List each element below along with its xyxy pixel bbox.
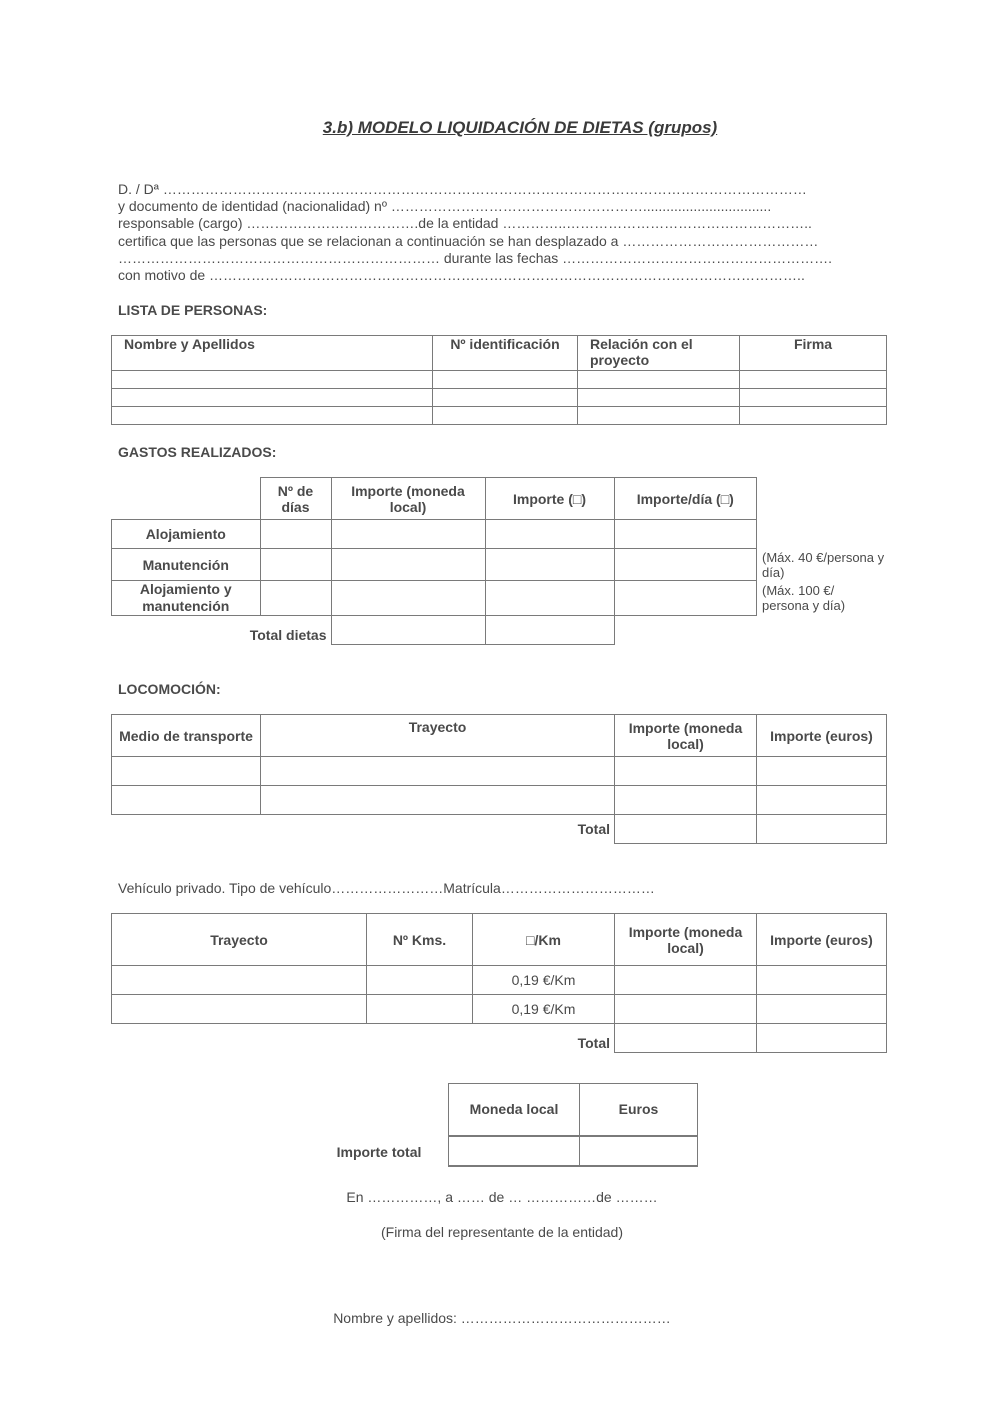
cell-total-moneda-local[interactable] xyxy=(449,1136,580,1166)
place-date-line: En ……………, a …… de … ……………de ……… xyxy=(346,1189,658,1205)
col-importe-local: Importe (moneda local) xyxy=(615,715,757,757)
cell-nombre[interactable] xyxy=(112,407,433,425)
cell-relacion[interactable] xyxy=(578,371,740,389)
intro-line-fechas: …………………………………………………………… durante las fechas …………………………………………………. xyxy=(118,250,833,266)
table-row xyxy=(112,407,887,425)
cell-importe-local[interactable] xyxy=(615,786,757,815)
importe-total-label: Importe total xyxy=(336,1143,422,1160)
cell-importe-dia[interactable] xyxy=(614,520,757,549)
empty-corner xyxy=(112,478,261,520)
cell-importe-euros[interactable] xyxy=(757,786,887,815)
cell-trayecto[interactable] xyxy=(112,966,367,995)
personas-table xyxy=(111,335,887,425)
col-dias: Nº de días xyxy=(260,478,331,520)
locomocion-heading: LOCOMOCIÓN: xyxy=(118,681,221,697)
cell-nombre[interactable] xyxy=(112,389,433,407)
intro-line-motivo: con motivo de ……………………………………………………………………………………………………………….. xyxy=(118,267,805,283)
col-trayecto: Trayecto xyxy=(112,914,367,966)
col-importe-dia: Importe/día (□) xyxy=(614,478,757,520)
table-row xyxy=(112,371,887,389)
personas-heading: LISTA DE PERSONAS: xyxy=(118,302,268,318)
cell-dias[interactable] xyxy=(260,549,331,581)
cell-importe-local[interactable] xyxy=(615,757,757,786)
vehiculo-total-label: Total xyxy=(577,1034,610,1051)
signature-caption: (Firma del representante de la entidad) xyxy=(380,1224,624,1240)
cell-firma[interactable] xyxy=(740,371,887,389)
cell-total-euros[interactable] xyxy=(485,616,614,645)
cell-nombre[interactable] xyxy=(112,371,433,389)
row-label-manutencion: Manutención xyxy=(112,549,261,581)
table-row xyxy=(112,549,757,581)
table-row xyxy=(112,389,887,407)
cell-importe-euros[interactable] xyxy=(757,995,887,1024)
importe-total-table xyxy=(310,1083,698,1167)
cell-importe-euros[interactable] xyxy=(485,581,614,616)
cell-importe-euros[interactable] xyxy=(485,549,614,581)
cell-trayecto[interactable] xyxy=(261,786,615,815)
empty-cell xyxy=(614,616,757,645)
cell-relacion[interactable] xyxy=(578,389,740,407)
cell-total-local[interactable] xyxy=(331,616,485,645)
col-kms: Nº Kms. xyxy=(367,914,473,966)
cell-importe-local[interactable] xyxy=(615,966,757,995)
cell-importe-local[interactable] xyxy=(615,995,757,1024)
cell-total-local[interactable] xyxy=(615,1024,757,1053)
cell-trayecto[interactable] xyxy=(112,995,367,1024)
table-row xyxy=(112,966,887,995)
cell-total-euros[interactable] xyxy=(757,815,887,844)
table-row xyxy=(112,520,757,549)
col-importe-local: Importe (moneda local) xyxy=(615,914,757,966)
cell-rate: 0,19 €/Km xyxy=(473,995,615,1024)
locomocion-table xyxy=(111,714,887,844)
col-relacion: Relación con el proyecto xyxy=(578,336,740,371)
intro-line-documento: y documento de identidad (nacionalidad) nº ………………………………………………................................. xyxy=(118,198,772,214)
cell-total-euros[interactable] xyxy=(757,1024,887,1053)
vehiculo-line: Vehículo privado. Tipo de vehículo……………………Matrícula…………………………… xyxy=(118,880,655,896)
col-medio: Medio de transporte xyxy=(112,715,261,757)
cell-total-euros[interactable] xyxy=(580,1136,698,1166)
note-alojamiento-manutencion: (Máx. 100 €/ persona y día) xyxy=(762,583,846,613)
col-moneda-local: Moneda local xyxy=(449,1084,580,1136)
cell-identificacion[interactable] xyxy=(433,371,578,389)
cell-importe-euros[interactable] xyxy=(485,520,614,549)
col-identificacion: Nº identificación xyxy=(433,336,578,371)
col-importe-euros: Importe (□) xyxy=(485,478,614,520)
table-row xyxy=(112,995,887,1024)
cell-kms[interactable] xyxy=(367,966,473,995)
cell-identificacion[interactable] xyxy=(433,389,578,407)
col-euros: Euros xyxy=(580,1084,698,1136)
col-trayecto: Trayecto xyxy=(261,715,615,757)
gastos-heading: GASTOS REALIZADOS: xyxy=(118,444,277,460)
cell-importe-dia[interactable] xyxy=(614,549,757,581)
cell-importe-local[interactable] xyxy=(331,581,485,616)
cell-importe-local[interactable] xyxy=(331,520,485,549)
intro-line-responsable: responsable (cargo) ……………………………….de la entidad …………..…………………………………………….. xyxy=(118,215,812,231)
vehiculo-table xyxy=(111,913,887,1053)
empty-corner xyxy=(310,1084,449,1136)
note-manutencion: (Máx. 40 €/persona y día) xyxy=(762,550,885,580)
row-label-alojamiento: Alojamiento xyxy=(112,520,261,549)
cell-total-local[interactable] xyxy=(615,815,757,844)
cell-firma[interactable] xyxy=(740,407,887,425)
col-firma: Firma xyxy=(740,336,887,371)
table-row xyxy=(112,581,757,616)
cell-dias[interactable] xyxy=(260,581,331,616)
nombre-apellidos-line: Nombre y apellidos: ……………………………………… xyxy=(333,1310,671,1326)
cell-identificacion[interactable] xyxy=(433,407,578,425)
intro-line-certifica: certifica que las personas que se relacionan a continuación se han desplazado a …………………………………… xyxy=(118,233,819,249)
col-importe-local: Importe (moneda local) xyxy=(331,478,485,520)
cell-importe-euros[interactable] xyxy=(757,757,887,786)
cell-kms[interactable] xyxy=(367,995,473,1024)
cell-importe-euros[interactable] xyxy=(757,966,887,995)
table-row xyxy=(112,786,887,815)
cell-medio[interactable] xyxy=(112,786,261,815)
cell-rate: 0,19 €/Km xyxy=(473,966,615,995)
gastos-table xyxy=(111,477,757,645)
cell-firma[interactable] xyxy=(740,389,887,407)
cell-relacion[interactable] xyxy=(578,407,740,425)
cell-importe-dia[interactable] xyxy=(614,581,757,616)
cell-medio[interactable] xyxy=(112,757,261,786)
row-label-alojamiento-manutencion: Alojamiento y manutención xyxy=(112,581,261,616)
col-importe-euros: Importe (euros) xyxy=(757,914,887,966)
cell-dias[interactable] xyxy=(260,520,331,549)
intro-line-nombre: D. / Dª ………………………………………………………………………………………………………………………… xyxy=(118,181,807,197)
cell-trayecto[interactable] xyxy=(261,757,615,786)
locomocion-total-label: Total xyxy=(577,821,610,838)
cell-importe-local[interactable] xyxy=(331,549,485,581)
col-importe-euros: Importe (euros) xyxy=(757,715,887,757)
total-dietas-label: Total dietas xyxy=(249,626,327,643)
col-nombre: Nombre y Apellidos xyxy=(112,336,433,371)
table-row xyxy=(112,757,887,786)
col-precio-km: □/Km xyxy=(473,914,615,966)
page-title: 3.b) MODELO LIQUIDACIÓN DE DIETAS (grupos) xyxy=(322,118,718,137)
